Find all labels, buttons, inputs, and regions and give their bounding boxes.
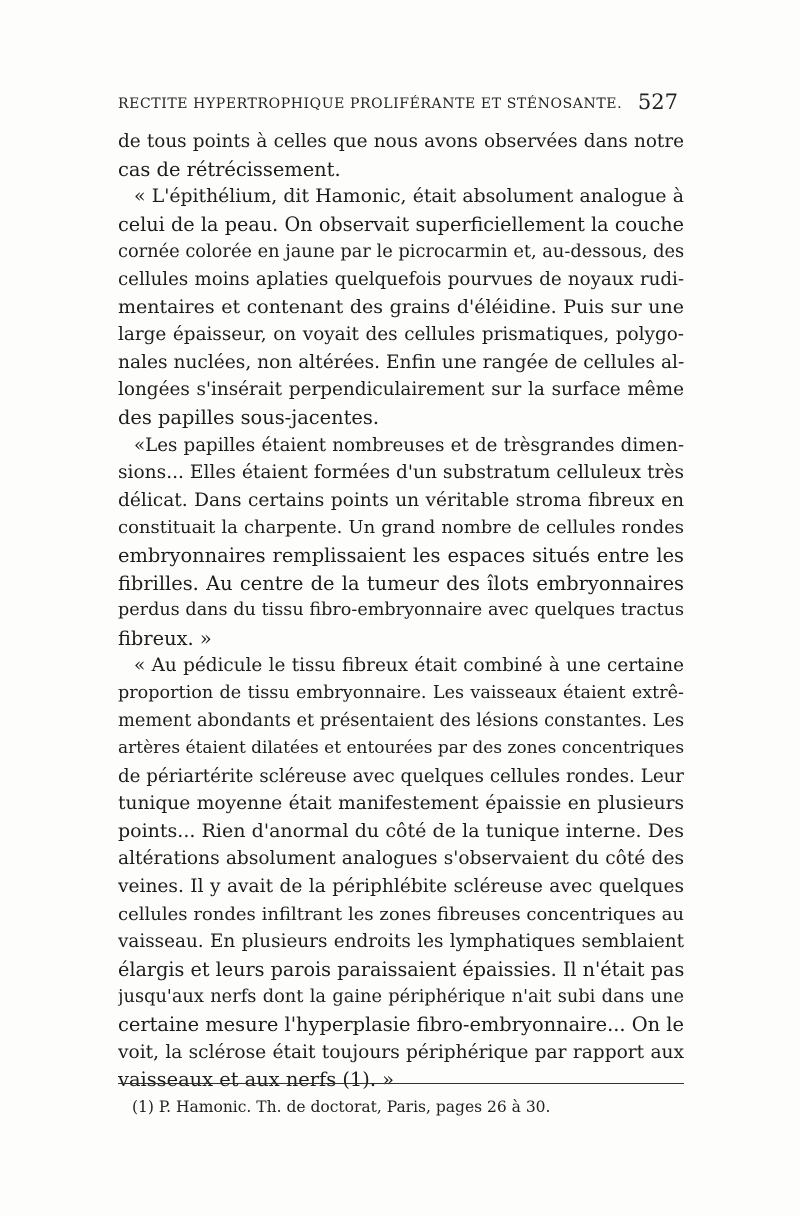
text-line: délicat. Dans certains points un véritable stroma fibreux en xyxy=(118,489,684,511)
text-line: de tous points à celles que nous avons observées dans notre xyxy=(118,131,684,152)
text-line: altérations absolument analogues s'observaient du côté des xyxy=(118,848,684,870)
text-line: longées s'insérait perpendiculairement sur la surface même xyxy=(118,379,684,401)
running-title: RECTITE HYPERTROPHIQUE PROLIFÉRANTE ET STÉNOSANTE. xyxy=(118,96,623,112)
text-line: de périartérite scléreuse avec quelques cellules rondes. Leur xyxy=(118,765,684,787)
text-line: fibreux. » xyxy=(118,626,212,650)
text-line: artères étaient dilatées et entourées par des zones concentriques xyxy=(118,738,684,759)
text-line: certaine mesure l'hyperplasie fibro-embryonnaire... On le xyxy=(118,1013,684,1036)
body-text xyxy=(118,128,684,1094)
text-line: embryonnaires remplissaient les espaces situés entre les xyxy=(118,543,684,567)
paragraph-start-line: « L'épithélium, dit Hamonic, était absolument analogue à xyxy=(134,186,684,208)
text-line: vaisseaux et aux nerfs (1). » xyxy=(118,1068,395,1092)
text-line: cas de rétrécissement. xyxy=(118,157,341,181)
text-line: tunique moyenne était manifestement épaissie en plusieurs xyxy=(118,793,684,815)
text-line: des papilles sous-jacentes. xyxy=(118,405,379,429)
page-number: 527 xyxy=(637,90,678,114)
text-line: mement abondants et présentaient des lésions constantes. Les xyxy=(118,710,684,732)
paragraph-start-line: «Les papilles étaient nombreuses et de trèsgrandes dimen- xyxy=(134,434,684,456)
footnote-rule xyxy=(118,1083,684,1084)
text-line: voit, la sclérose était toujours périphérique par rapport aux xyxy=(118,1041,684,1063)
text-line: large épaisseur, on voyait des cellules prismatiques, polygo- xyxy=(118,324,684,346)
text-line: cellules moins aplaties quelquefois pourvues de noyaux rudi- xyxy=(118,268,684,290)
text-line: constituait la charpente. Un grand nombre de cellules rondes xyxy=(118,517,684,539)
text-line: cornée colorée en jaune par le picrocarmin et, au-dessous, des xyxy=(118,241,684,263)
text-line: vaisseau. En plusieurs endroits les lymphatiques semblaient xyxy=(118,931,684,953)
text-line: celui de la peau. On observait superficiellement la couche xyxy=(118,212,684,236)
paragraph-start-line: « Au pédicule le tissu fibreux était combiné à une certaine xyxy=(134,655,684,677)
page-header xyxy=(118,92,688,118)
text-line: nales nuclées, non altérées. Enfin une rangée de cellules al- xyxy=(118,351,684,373)
text-line: mentaires et contenant des grains d'éléidine. Puis sur une xyxy=(118,295,684,318)
text-line: cellules rondes infiltrant les zones fibreuses concentriques au xyxy=(118,903,684,925)
footnote: (1) P. Hamonic. Th. de doctorat, Paris, pages 26 à 30. xyxy=(132,1098,551,1116)
text-line: jusqu'aux nerfs dont la gaine périphérique n'ait subi dans une xyxy=(118,986,684,1008)
text-line: sions... Elles étaient formées d'un substratum celluleux très xyxy=(118,462,684,484)
text-line: élargis et leurs parois paraissaient épaissies. Il n'était pas xyxy=(118,957,684,981)
text-line: fibrilles. Au centre de la tumeur des îlots embryonnaires xyxy=(118,571,684,595)
text-line: veines. Il y avait de la périphlébite scléreuse avec quelques xyxy=(118,876,684,898)
text-line: points... Rien d'anormal du côté de la tunique interne. Des xyxy=(118,819,684,842)
text-line: perdus dans du tissu fibro-embryonnaire avec quelques tractus xyxy=(118,600,684,621)
text-line: proportion de tissu embryonnaire. Les vaisseaux étaient extrê- xyxy=(118,682,684,703)
